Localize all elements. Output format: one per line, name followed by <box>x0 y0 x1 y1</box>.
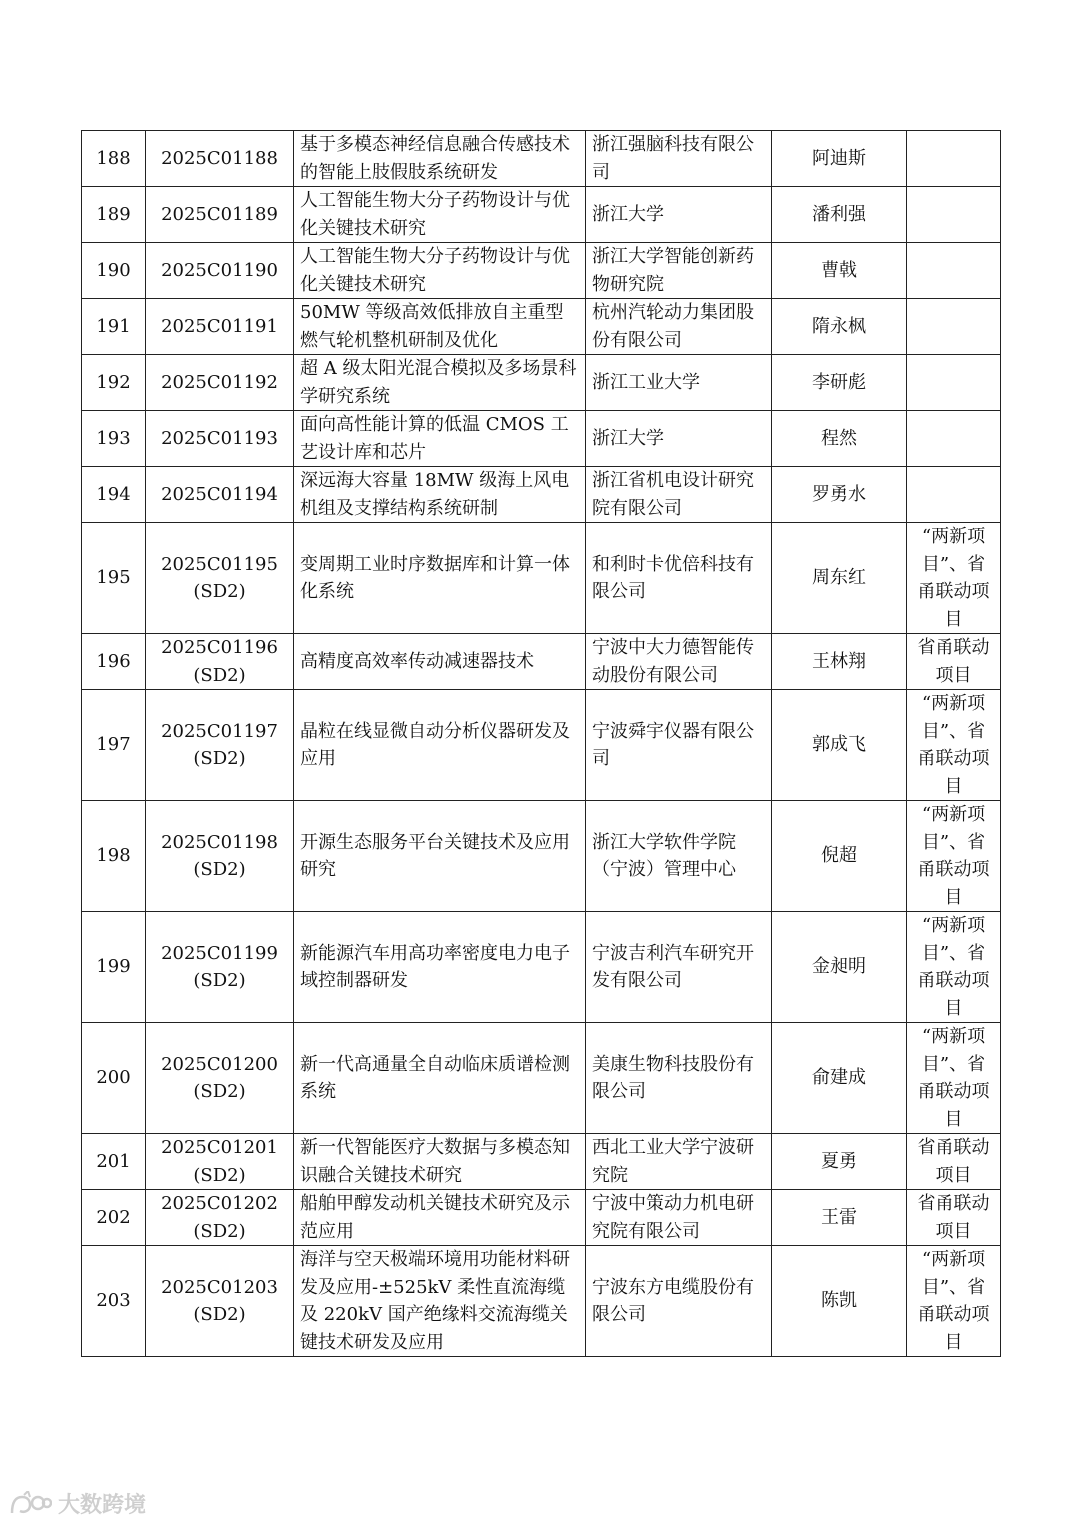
table-row <box>82 467 1001 523</box>
cell-project-name: 50MW 等级高效低排放自主重型燃气轮机整机研制及优化 <box>294 299 586 355</box>
cell-project-code: 2025C01194 <box>146 467 294 523</box>
cell-project-code: 2025C01201(SD2) <box>146 1134 294 1190</box>
table-row <box>82 411 1001 467</box>
cell-note: “两新项目”、省甬联动项目 <box>907 690 1001 801</box>
watermark <box>8 1488 146 1519</box>
cell-note: “两新项目”、省甬联动项目 <box>907 1246 1001 1357</box>
cell-organization: 浙江强脑科技有限公司 <box>586 131 772 187</box>
cell-note: “两新项目”、省甬联动项目 <box>907 1023 1001 1134</box>
cell-note <box>907 187 1001 243</box>
cell-project-name: 面向高性能计算的低温 CMOS 工艺设计库和芯片 <box>294 411 586 467</box>
table-row <box>82 243 1001 299</box>
cell-leader: 倪超 <box>772 801 907 912</box>
cell-organization: 浙江大学 <box>586 187 772 243</box>
cell-number: 190 <box>82 243 146 299</box>
cell-note <box>907 131 1001 187</box>
cell-organization: 宁波舜宇仪器有限公司 <box>586 690 772 801</box>
cell-project-name: 人工智能生物大分子药物设计与优化关键技术研究 <box>294 187 586 243</box>
table-row <box>82 131 1001 187</box>
cell-leader: 曹戟 <box>772 243 907 299</box>
cell-note: 省甬联动项目 <box>907 1134 1001 1190</box>
cell-project-name: 新一代高通量全自动临床质谱检测系统 <box>294 1023 586 1134</box>
cell-leader: 陈凯 <box>772 1246 907 1357</box>
table-row <box>82 523 1001 634</box>
cat-logo-icon <box>8 1491 52 1517</box>
table-row <box>82 1190 1001 1246</box>
table-row <box>82 1134 1001 1190</box>
cell-organization: 浙江大学 <box>586 411 772 467</box>
cell-project-name: 深远海大容量 18MW 级海上风电机组及支撑结构系统研制 <box>294 467 586 523</box>
cell-leader: 王雷 <box>772 1190 907 1246</box>
cell-project-name: 船舶甲醇发动机关键技术研究及示范应用 <box>294 1190 586 1246</box>
cell-organization: 浙江省机电设计研究院有限公司 <box>586 467 772 523</box>
table-row <box>82 299 1001 355</box>
table-row <box>82 634 1001 690</box>
cell-number: 194 <box>82 467 146 523</box>
cell-organization: 美康生物科技股份有限公司 <box>586 1023 772 1134</box>
cell-project-name: 超 A 级太阳光混合模拟及多场景科学研究系统 <box>294 355 586 411</box>
cell-number: 192 <box>82 355 146 411</box>
cell-leader: 夏勇 <box>772 1134 907 1190</box>
cell-project-code: 2025C01193 <box>146 411 294 467</box>
cell-project-code: 2025C01199(SD2) <box>146 912 294 1023</box>
cell-organization: 宁波吉利汽车研究开发有限公司 <box>586 912 772 1023</box>
cell-leader: 潘利强 <box>772 187 907 243</box>
cell-organization: 和利时卡优倍科技有限公司 <box>586 523 772 634</box>
cell-organization: 浙江大学智能创新药物研究院 <box>586 243 772 299</box>
cell-note <box>907 355 1001 411</box>
cell-organization: 宁波东方电缆股份有限公司 <box>586 1246 772 1357</box>
cell-project-code: 2025C01200(SD2) <box>146 1023 294 1134</box>
cell-leader: 李研彪 <box>772 355 907 411</box>
cell-project-name: 人工智能生物大分子药物设计与优化关键技术研究 <box>294 243 586 299</box>
cell-note: “两新项目”、省甬联动项目 <box>907 523 1001 634</box>
cell-project-code: 2025C01202(SD2) <box>146 1190 294 1246</box>
cell-project-name: 新一代智能医疗大数据与多模态知识融合关键技术研究 <box>294 1134 586 1190</box>
cell-leader: 俞建成 <box>772 1023 907 1134</box>
cell-number: 191 <box>82 299 146 355</box>
cell-project-name: 晶粒在线显微自动分析仪器研发及应用 <box>294 690 586 801</box>
cell-number: 199 <box>82 912 146 1023</box>
cell-note: 省甬联动项目 <box>907 634 1001 690</box>
cell-project-code: 2025C01198(SD2) <box>146 801 294 912</box>
cell-project-name: 海洋与空天极端环境用功能材料研发及应用-±525kV 柔性直流海缆及 220kV 国产绝缘料交流海缆关键技术研发及应用 <box>294 1246 586 1357</box>
cell-number: 202 <box>82 1190 146 1246</box>
cell-leader: 罗勇水 <box>772 467 907 523</box>
cell-leader: 阿迪斯 <box>772 131 907 187</box>
cell-number: 189 <box>82 187 146 243</box>
cell-note <box>907 411 1001 467</box>
table-row <box>82 355 1001 411</box>
watermark-text: 大数跨境 <box>58 1493 147 1518</box>
table-row <box>82 187 1001 243</box>
cell-number: 195 <box>82 523 146 634</box>
cell-project-code: 2025C01196(SD2) <box>146 634 294 690</box>
cell-note <box>907 467 1001 523</box>
cell-number: 197 <box>82 690 146 801</box>
cell-project-name: 开源生态服务平台关键技术及应用研究 <box>294 801 586 912</box>
cell-organization: 浙江大学软件学院（宁波）管理中心 <box>586 801 772 912</box>
cell-project-code: 2025C01188 <box>146 131 294 187</box>
cell-organization: 西北工业大学宁波研究院 <box>586 1134 772 1190</box>
cell-leader: 金昶明 <box>772 912 907 1023</box>
cell-project-code: 2025C01189 <box>146 187 294 243</box>
cell-organization: 宁波中策动力机电研究院有限公司 <box>586 1190 772 1246</box>
cell-leader: 王林翔 <box>772 634 907 690</box>
cell-project-name: 变周期工业时序数据库和计算一体化系统 <box>294 523 586 634</box>
cell-note <box>907 243 1001 299</box>
cell-number: 201 <box>82 1134 146 1190</box>
cell-organization: 宁波中大力德智能传动股份有限公司 <box>586 634 772 690</box>
cell-number: 203 <box>82 1246 146 1357</box>
cell-note: “两新项目”、省甬联动项目 <box>907 801 1001 912</box>
cell-project-name: 基于多模态神经信息融合传感技术的智能上肢假肢系统研发 <box>294 131 586 187</box>
cell-project-code: 2025C01190 <box>146 243 294 299</box>
table-row <box>82 1023 1001 1134</box>
cell-organization: 杭州汽轮动力集团股份有限公司 <box>586 299 772 355</box>
table-row <box>82 1246 1001 1357</box>
cell-leader: 隋永枫 <box>772 299 907 355</box>
cell-project-code: 2025C01195(SD2) <box>146 523 294 634</box>
cell-number: 200 <box>82 1023 146 1134</box>
cell-number: 196 <box>82 634 146 690</box>
cell-leader: 周东红 <box>772 523 907 634</box>
cell-note <box>907 299 1001 355</box>
cell-project-code: 2025C01203(SD2) <box>146 1246 294 1357</box>
cell-leader: 程然 <box>772 411 907 467</box>
cell-project-name: 新能源汽车用高功率密度电力电子域控制器研发 <box>294 912 586 1023</box>
table-row <box>82 801 1001 912</box>
table-body <box>82 131 1001 1357</box>
cell-project-code: 2025C01191 <box>146 299 294 355</box>
cell-project-name: 高精度高效率传动减速器技术 <box>294 634 586 690</box>
cell-organization: 浙江工业大学 <box>586 355 772 411</box>
table-row <box>82 912 1001 1023</box>
cell-note: “两新项目”、省甬联动项目 <box>907 912 1001 1023</box>
project-table <box>81 130 1001 1357</box>
cell-project-code: 2025C01197(SD2) <box>146 690 294 801</box>
cell-number: 188 <box>82 131 146 187</box>
table-row <box>82 690 1001 801</box>
cell-number: 198 <box>82 801 146 912</box>
cell-number: 193 <box>82 411 146 467</box>
cell-project-code: 2025C01192 <box>146 355 294 411</box>
cell-note: 省甬联动项目 <box>907 1190 1001 1246</box>
cell-leader: 郭成飞 <box>772 690 907 801</box>
